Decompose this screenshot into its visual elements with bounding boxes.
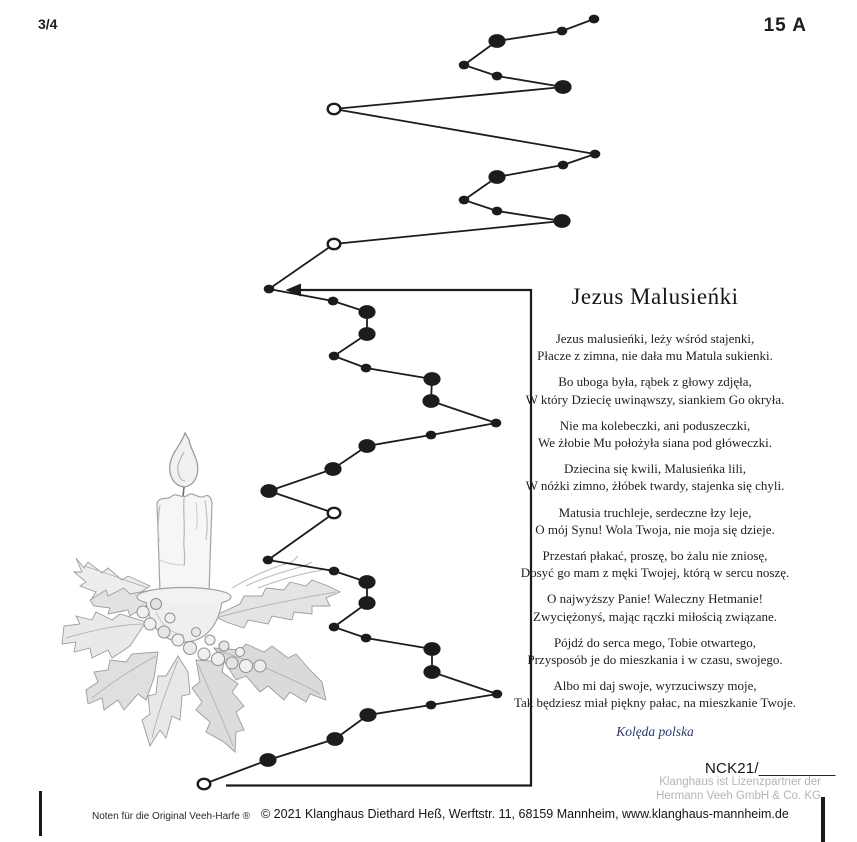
- verse-line: Albo mi daj swoje, wyrzuciwszy moje,: [553, 678, 757, 694]
- verse-line: Matusia truchleje, serdeczne łzy leje,: [558, 504, 752, 520]
- candle-holder: [137, 588, 231, 643]
- stanza: [487, 417, 823, 451]
- note-dot-large: [488, 170, 505, 184]
- note-dot-small: [426, 431, 437, 440]
- verse-line: W nóżki zimno, żłóbek twardy, stajenka się chyli.: [525, 478, 785, 494]
- verse-line: Tak będziesz miał piękny pałac, na mieszkanie Twoje.: [513, 695, 797, 711]
- note-dot-small: [590, 150, 601, 159]
- note-dot-large: [358, 305, 375, 319]
- note-dot-small: [329, 567, 340, 576]
- verse-line: Dziecina się kwili, Malusieńka lili,: [564, 461, 746, 477]
- candle-body: [157, 494, 212, 596]
- note-dot-small: [589, 15, 600, 24]
- note-dot-small: [459, 196, 470, 205]
- note-dot-large: [260, 484, 277, 498]
- verse-line: Przysposób je do mieszkania i w czasu, swojego.: [527, 652, 783, 668]
- note-dot-small: [361, 364, 372, 373]
- repeat-arrow-icon: [286, 284, 302, 297]
- verse-line: Zwyciężonyś, mając rączki miłością związane.: [533, 608, 777, 624]
- note-dot-large: [259, 753, 276, 767]
- note-dot-open: [328, 239, 341, 249]
- sheet-number: 15 A: [763, 15, 807, 36]
- note-dot-large: [423, 372, 440, 386]
- note-dot-large: [423, 665, 440, 679]
- note-dot-large: [358, 596, 375, 610]
- note-dot-open: [328, 508, 341, 518]
- verse-line: Jezus malusieńki, leży wśród stajenki,: [555, 331, 755, 346]
- note-dot-small: [263, 556, 274, 565]
- note-dot-large: [358, 439, 375, 453]
- catalog-number: NCK21/_________: [705, 760, 836, 777]
- note-dot-large: [423, 642, 440, 656]
- note-dot-small: [492, 72, 503, 81]
- note-dot-large: [553, 214, 570, 228]
- note-dot-open: [328, 104, 341, 114]
- lyrics-panel: [487, 284, 823, 740]
- verse-line: We żłobie Mu położyła siana pod główeczki.: [538, 435, 772, 451]
- verse-line: W który Dziecię uwinąwszy, siankiem Go okryła.: [525, 391, 785, 407]
- verse-line: O najwyższy Panie! Waleczny Hetmanie!: [546, 591, 764, 607]
- note-dot-small: [329, 352, 340, 361]
- registration-mark-left: [39, 791, 42, 836]
- note-dot-small: [459, 61, 470, 70]
- stanza: [487, 677, 823, 711]
- candle-flame: [170, 433, 198, 496]
- stanza: [487, 373, 823, 407]
- license-line-2: Hermann Veeh GmbH & Co. KG: [656, 790, 821, 802]
- verse-line: Bo uboga była, rąbek z głowy zdjęła,: [558, 374, 752, 390]
- song-attribution: Kolęda polska: [616, 723, 694, 739]
- note-dot-large: [326, 732, 343, 746]
- stanza: [487, 460, 823, 494]
- registration-mark-right: [821, 797, 825, 842]
- stanza-list: [487, 330, 823, 712]
- note-dot-large: [324, 462, 341, 476]
- note-dot-large: [422, 394, 439, 408]
- note-dot-large: [488, 34, 505, 48]
- copyright-line: © 2021 Klanghaus Diethard Heß, Werftstr. 11, 68159 Mannheim, www.klanghaus-mannheim.de: [261, 807, 789, 821]
- note-dot-small: [329, 623, 340, 632]
- song-title: Jezus Malusieńki: [571, 284, 739, 309]
- note-dot-large: [554, 80, 571, 94]
- note-dot-small: [557, 27, 568, 36]
- note-dot-large: [358, 327, 375, 341]
- note-dot-small: [361, 634, 372, 643]
- holly-leaves: [62, 556, 340, 752]
- stanza: [487, 590, 823, 624]
- stanza: [487, 330, 823, 364]
- stanza: [487, 634, 823, 668]
- note-dot-small: [328, 297, 339, 306]
- verse-line: Dosyć go mam z męki Twojej, którą w sercu noszę.: [520, 565, 790, 581]
- verse-line: Nie ma kolebeczki, ani poduszeczki,: [559, 417, 751, 433]
- note-dot-small: [558, 161, 569, 170]
- verse-line: Płacze z zimna, nie dała mu Matula sukienki.: [537, 348, 773, 364]
- stanza: [487, 547, 823, 581]
- time-signature: 3/4: [38, 16, 58, 32]
- repeat-frame: [226, 290, 531, 786]
- note-dot-small: [492, 207, 503, 216]
- berries: [137, 599, 266, 673]
- license-line-1: Klanghaus ist Lizenzpartner der: [659, 776, 821, 788]
- verse-line: Przestań płakać, proszę, bo żalu nie zniosę,: [542, 548, 768, 564]
- note-dot-open: [198, 779, 211, 789]
- note-dot-large: [358, 575, 375, 589]
- veeh-harfe-note: Noten für die Original Veeh-Harfe ®: [92, 811, 251, 822]
- note-dot-small: [426, 701, 437, 710]
- license-note: [656, 775, 821, 803]
- note-dot-large: [359, 708, 376, 722]
- stanza: [487, 504, 823, 538]
- note-dot-small: [264, 285, 275, 294]
- verse-line: Pójdź do serca mego, Tobie otwartego,: [553, 634, 757, 650]
- verse-line: O mój Synu! Wola Twoja, nie moja się dzieje.: [535, 521, 775, 537]
